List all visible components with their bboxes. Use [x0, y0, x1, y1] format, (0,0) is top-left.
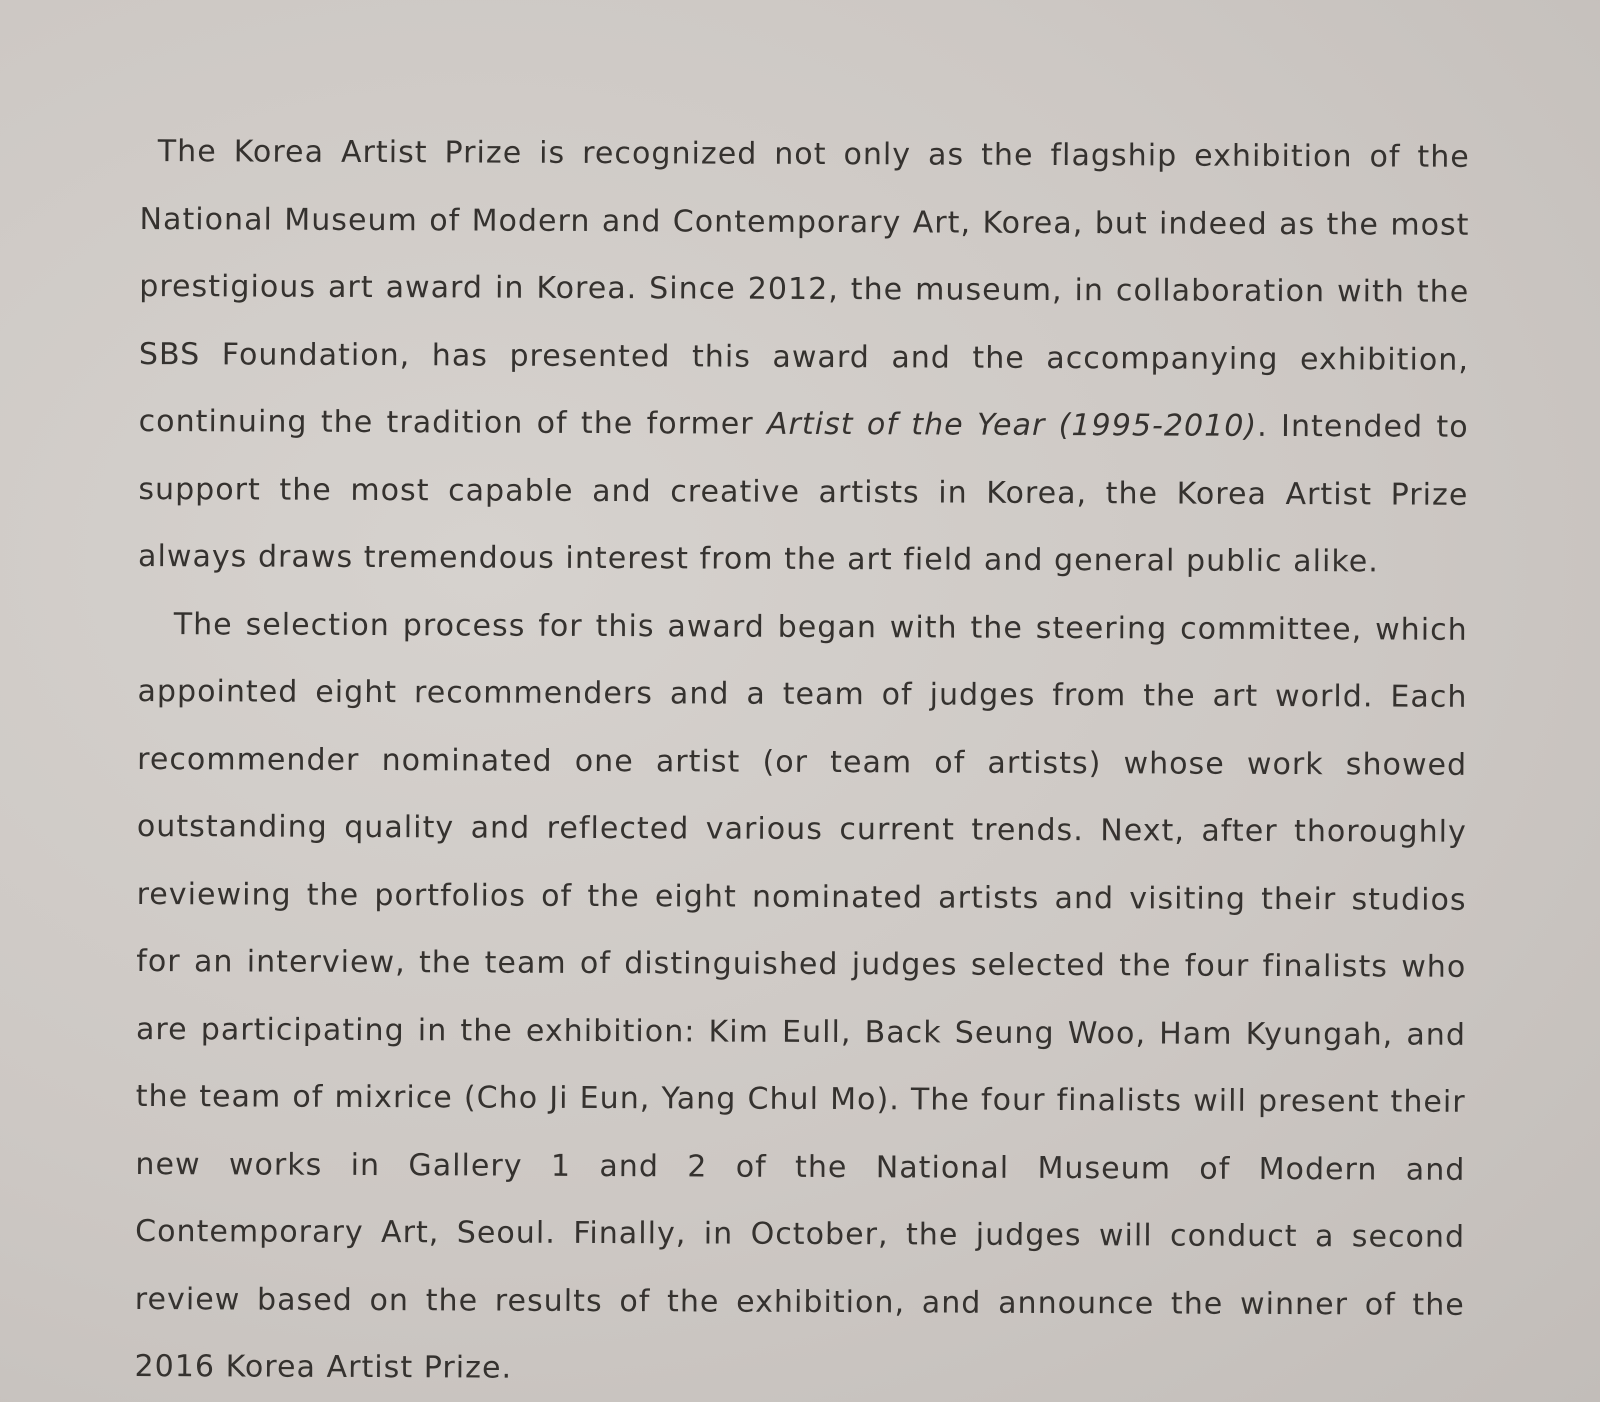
former-award-title: Artist of the Year (1995-2010)	[766, 406, 1258, 444]
wall-text-block	[134, 118, 1470, 1402]
paragraph-intro-text-start: The Korea Artist Prize is recognized not only as the flagship exhibition of the National Museum of Modern and Contemporary Art, Korea, but indeed as the most prestigious art award in Korea. Since 2012, the museum, in collaboration with the SBS Foundation, has presented this award and the accompanying exhibition, continuing the tradition of the former	[138, 134, 1470, 442]
paragraph-intro-text-end: . Intended to support the most capable and creative artists in Korea, the Korea Artist Prize always draws tremendous interest from the art field and general public alike.	[138, 408, 1469, 580]
paragraph-selection-process: The selection process for this award began with the steering committee, which appointed eight recommenders and a team of judges from the art world. Each recommender nominated one artist (or team of artists) whose work showed outstanding quality and reflected various current trends. Next, after thoroughly reviewing the portfolios of the eight nominated artists and visiting their studios for an interview, the team of distinguished judges selected the four finalists who are participating in the exhibition: Kim Eull, Back Seung Woo, Ham Kyungah, and the team of mixrice (Cho Ji Eun, Yang Chul Mo). The four finalists will present their new works in Gallery 1 and 2 of the National Museum of Modern and Contemporary Art, Seoul. Finally, in October, the judges will conduct a second review based on the results of the exhibition, and announce the winner of the 2016 Korea Artist Prize.	[134, 606, 1468, 1386]
paragraph-intro	[138, 118, 1470, 596]
